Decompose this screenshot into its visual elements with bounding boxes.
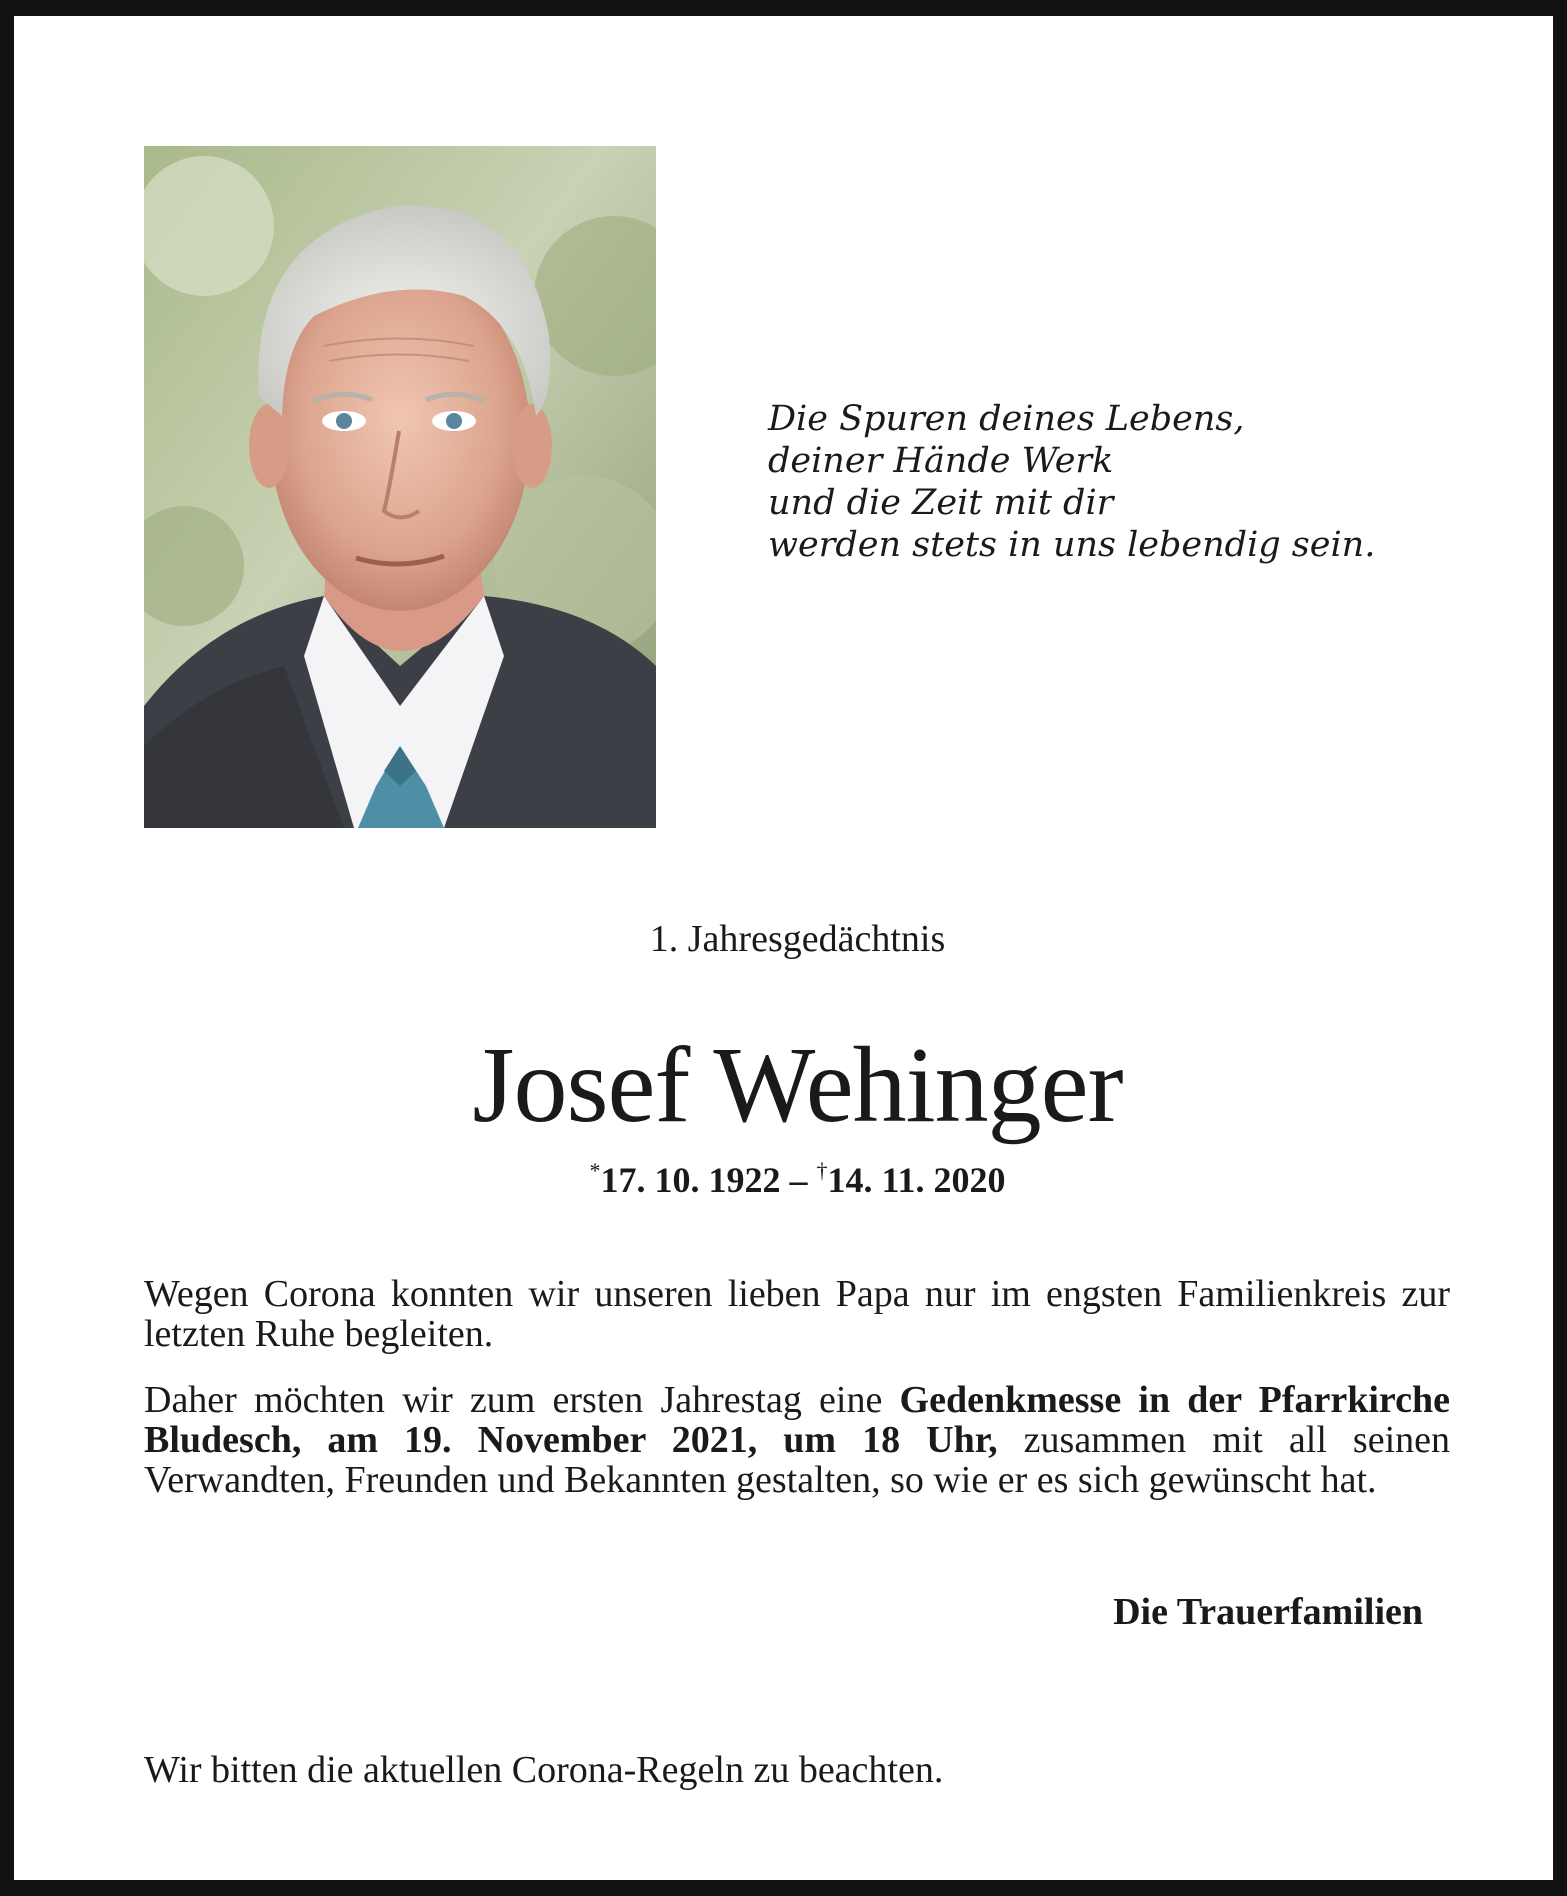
memorial-quote xyxy=(768,398,1468,566)
death-date: 14. 11. 2020 xyxy=(827,1160,1006,1200)
corona-note: Wir bitten die aktuellen Corona-Regeln zu beachten. xyxy=(144,1749,944,1791)
quote-line: Die Spuren deines Lebens, xyxy=(768,399,1245,439)
quote-line: und die Zeit mit dir xyxy=(768,483,1114,523)
death-symbol: † xyxy=(816,1158,828,1183)
birth-symbol: * xyxy=(589,1158,601,1183)
mass-details: Gedenkmesse in der Pfarrkirche Bludesch, am 19. November 2021, um 18 Uhr, xyxy=(144,1379,1450,1461)
signature: Die Trauerfamilien xyxy=(1113,1591,1423,1633)
portrait-photo-icon xyxy=(144,146,656,828)
date-separator: – xyxy=(780,1160,817,1200)
portrait-photo xyxy=(144,146,656,828)
anniversary-heading: 1. Jahresgedächtnis xyxy=(649,918,946,960)
deceased-name: Josef Wehinger xyxy=(472,1026,1123,1145)
paragraph-corona-burial: Wegen Corona konnten wir unseren lieben Papa nur im engsten Familienkreis zur letzten Ruhe begleiten. xyxy=(144,1273,1450,1355)
paragraph-rest: zusammen mit all seinen Verwandten, Freunden und Bekannten gestalten, so wie er es sich gewünscht hat. xyxy=(144,1419,1451,1501)
quote-line: werden stets in uns lebendig sein. xyxy=(768,525,1376,565)
birth-date: 17. 10. 1922 xyxy=(600,1160,781,1200)
life-dates xyxy=(14,1146,1567,1205)
quote-line: deiner Hände Werk xyxy=(768,441,1114,481)
paragraph-memorial-mass xyxy=(144,1380,1450,1500)
paragraph-intro: Daher möchten wir zum ersten Jahrestag eine xyxy=(144,1379,900,1421)
